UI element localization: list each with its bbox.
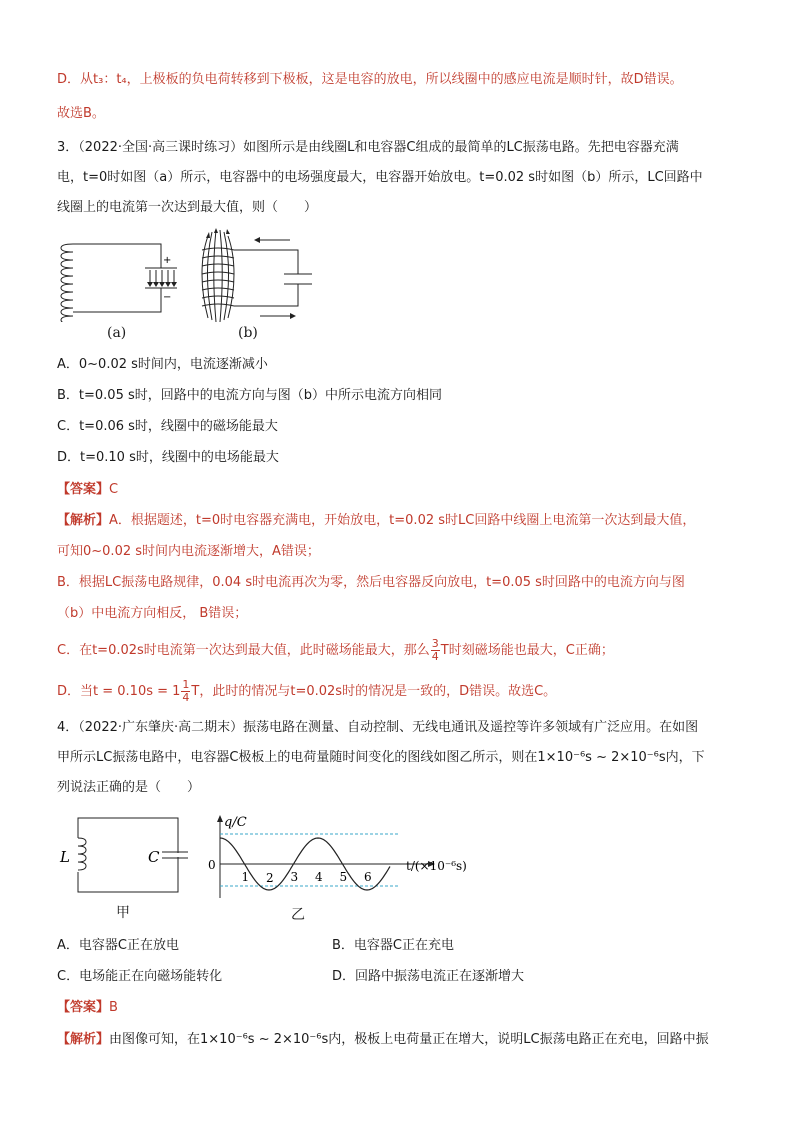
q4-figure-yi-graph bbox=[208, 812, 468, 902]
q3-figure-a bbox=[55, 232, 185, 322]
explanation-tag: 【解析】 bbox=[57, 513, 110, 528]
q4-figure-yi-caption: 乙 bbox=[291, 907, 305, 923]
q3-stem-line1: 3．（2022·全国·高三课时练习）如图所示是由线圈L和电容器C组成的最简单的LC振荡电路。先把电容器充满 bbox=[57, 140, 679, 155]
plus-sign: + bbox=[163, 255, 172, 266]
capacitor-label: C bbox=[148, 848, 160, 866]
q3-answer bbox=[57, 480, 118, 500]
fraction-denominator: 4 bbox=[182, 691, 190, 704]
q4-explanation-line1 bbox=[57, 1030, 709, 1050]
inductor-label: L bbox=[60, 848, 70, 866]
q4-stem-line3: 列说法正确的是（ ） bbox=[57, 780, 201, 795]
q3-option-d: D．t=0.10 s时，线圈中的电场能最大 bbox=[57, 450, 279, 465]
x-tick-label: 1 bbox=[241, 870, 250, 884]
answer-tag: 【答案】 bbox=[57, 1000, 110, 1015]
fraction-numerator: 1 bbox=[182, 678, 190, 691]
q4-option-a: A．电容器C正在放电 bbox=[57, 938, 179, 953]
q4-figure-jia-caption: 甲 bbox=[116, 905, 130, 921]
explanation-text: A．根据题述，t=0时电容器充满电，开始放电，t=0.02 s时LC回路中线圈上电流第一次达到最大值， bbox=[109, 513, 696, 528]
x-tick-label: 3 bbox=[290, 870, 299, 884]
q4-figure-jia bbox=[58, 816, 188, 896]
prev-conclusion: 故选B。 bbox=[57, 106, 105, 121]
x-tick-label: 4 bbox=[315, 870, 323, 884]
answer-value: C bbox=[109, 482, 119, 497]
q3-explanation-line4: （b）中电流方向相反， B错误； bbox=[57, 606, 248, 621]
q3-figure-b-caption: (b) bbox=[238, 325, 258, 341]
minus-sign: − bbox=[163, 292, 172, 303]
q3-stem-line3: 线圈上的电流第一次达到最大值，则（ ） bbox=[57, 200, 318, 215]
q3-explanation-line6 bbox=[57, 679, 556, 704]
q3-figure-b bbox=[180, 228, 320, 324]
q3-explanation-line3: B．根据LC振荡电路规律，0.04 s时电流再次为零，然后电容器反向放电，t=0.05 s时回路中的电流方向与图 bbox=[57, 575, 685, 590]
prev-option-d-explanation: D．从t₃：t₄，上极板的负电荷转移到下极板，这是电容的放电，所以线圈中的感应电流是顺时针，故D错误。 bbox=[57, 72, 683, 87]
fraction-denominator: 4 bbox=[431, 650, 439, 663]
fraction-numerator: 3 bbox=[431, 637, 439, 650]
q3-explanation-line5 bbox=[57, 638, 614, 663]
y-axis-label: q/C bbox=[224, 815, 247, 830]
q3-option-b: B．t=0.05 s时，回路中的电流方向与图（b）中所示电流方向相同 bbox=[57, 388, 443, 403]
q3-option-c: C．t=0.06 s时，线圈中的磁场能最大 bbox=[57, 419, 278, 434]
x-axis-label: t/(×10⁻⁶s) bbox=[406, 859, 467, 873]
q4-answer bbox=[57, 998, 118, 1018]
q3-stem-line2: 电，t=0时如图（a）所示，电容器中的电场强度最大，电容器开始放电。t=0.02 s时如图（b）所示，LC回路中 bbox=[57, 170, 703, 185]
q4-stem-line1: 4．（2022·广东肇庆·高二期末）振荡电路在测量、自动控制、无线电通讯及遥控等许多领域有广泛应用。在如图 bbox=[57, 720, 699, 735]
x-tick-label: 6 bbox=[364, 870, 372, 884]
explanation-text-c-end: T时刻磁场能也最大，C正确； bbox=[440, 643, 614, 658]
q3-figure-a-caption: (a) bbox=[107, 325, 127, 341]
x-tick-label: 2 bbox=[266, 871, 274, 885]
explanation-tag: 【解析】 bbox=[57, 1032, 110, 1047]
q3-explanation-line1 bbox=[57, 511, 695, 531]
q4-stem-line2: 甲所示LC振荡电路中，电容器C极板上的电荷量随时间变化的图线如图乙所示，则在1×10⁻⁶s ~ 2×10⁻⁶s内，下 bbox=[57, 750, 705, 765]
answer-value: B bbox=[109, 1000, 118, 1015]
q3-option-a: A．0~0.02 s时间内，电流逐渐减小 bbox=[57, 357, 268, 372]
explanation-text-c: C．在t=0.02s时电流第一次达到最大值，此时磁场能最大，那么 bbox=[57, 643, 430, 658]
q4-option-d: D．回路中振荡电流正在逐渐增大 bbox=[332, 969, 525, 984]
q4-option-c: C．电场能正在向磁场能转化 bbox=[57, 969, 223, 984]
explanation-text-d-end: T，此时的情况与t=0.02s时的情况是一致的，D错误。故选C。 bbox=[191, 684, 557, 699]
explanation-text-d: D．当t = 0.10s = 1 bbox=[57, 684, 181, 699]
q3-explanation-line2: 可知0~0.02 s时间内电流逐渐增大，A错误； bbox=[57, 544, 320, 559]
explanation-text: 由图像可知，在1×10⁻⁶s ~ 2×10⁻⁶s内，极板上电荷量正在增大，说明LC振荡电路正在充电，回路中振 bbox=[109, 1032, 709, 1047]
q4-option-b: B．电容器C正在充电 bbox=[332, 938, 454, 953]
origin-label: 0 bbox=[208, 858, 216, 872]
answer-tag: 【答案】 bbox=[57, 482, 110, 497]
x-tick-label: 5 bbox=[339, 870, 348, 884]
